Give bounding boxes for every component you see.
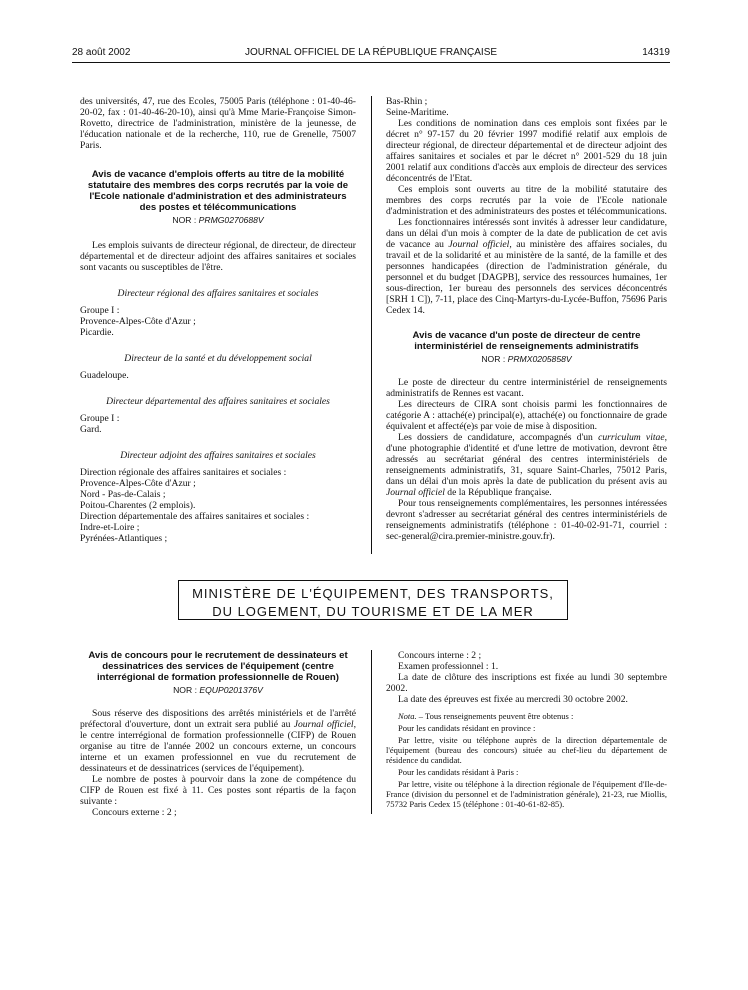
list-line: Bas-Rhin ; [386,96,428,107]
paragraph-reserve: Sous réserve des dispositions des arrêtés ministériels et de l'arrêté préfectoral d'ouverture, dont un extrait sera publié au Journal officiel, le centre interrégional de formation professionnelle (CIFP) de Rouen organise au titre de l'année 2002 un concours externe, un concours interne et un examen professionnel en vue du recrutement de dessinateurs et de dessinatrices (services de l'équipement). [80,708,357,774]
list-line: Seine-Maritime. [386,107,449,118]
bottom-right-column [386,650,667,809]
bottom-left-column [80,650,356,818]
section-heading: Directeur départemental des affaires sanitaires et sociales [106,396,330,407]
nor-reference-2: NOR : PRMX0205858V [481,354,572,364]
ministry-line-2: DU LOGEMENT, DU TOURISME ET DE LA MER [212,604,534,619]
paragraph-postes: Le nombre de postes à pourvoir dans la zone de compétence du CIFP de Rouen est fixé à 11. Ces postes sont répartis de la façon suivante : [80,774,356,807]
nota-paris-text: Par lettre, visite ou téléphone à la direction régionale de l'équipement d'Ile-de-France (division du personnel et de l'administration générale), 21-23, rue Miollis, 75732 Paris Cedex 15 (téléphone : 01-40-61-82-85). [386,779,667,809]
list-line: Direction régionale des affaires sanitaires et sociales : [80,467,287,478]
header-date: 28 août 2002 [72,47,131,58]
section-heading: Directeur adjoint des affaires sanitaires et sociales [120,450,316,461]
notice-title-mobilite: Avis de vacance d'emplois offerts au titre de la mobilité statutaire des membres des corps recrutés par la voie de l'Ecole nationale d'administration et des administrateurs des postes et télécommunications [87,169,349,213]
header-journal-title: JOURNAL OFFICIEL DE LA RÉPUBLIQUE FRANÇAISE [244,47,498,58]
section-heading: Directeur de la santé et du développement social [124,353,312,364]
header-page-number: 14319 [642,47,670,58]
paragraph-dossiers: Les dossiers de candidature, accompagnés d'un curriculum vitae, d'une photographie d'identité et d'une lettre de motivation, devront être adressés au secrétariat général des centres interministériels de renseignements administratifs, 31, square Saint-Charles, 75012 Paris, dans un délai d'un mois après la date de publication du présent avis au Journal officiel de la République française. [386,432,667,498]
nota-line: Nota. – Tous renseignements peuvent être obtenus : [398,711,574,721]
paragraph-renseignements: Pour tous renseignements complémentaires, les personnes intéressées devront s'adresser au secrétariat général des centres interministériels de renseignements administratifs (téléphone : 01-40-02-91-71, courriel : sec-general@cira.premier-ministre.gouv.fr). [386,498,667,542]
notice-title-concours: Avis de concours pour le recrutement de dessinateurs et dessinatrices des services de l'équipement (centre interrégional de formation professionnelle de Rouen) [88,650,348,683]
list-line: Examen professionnel : 1. [398,661,499,672]
list-line: Pyrénées-Atlantiques ; [80,533,168,544]
paragraph-conditions: Les conditions de nomination dans ces emplois sont fixées par le décret n° 97-157 du 20 février 1997 modifié relatif aux emplois de directeur régional, de directeur départemental et de directeur adjoint des affaires sanitaires et sociales et par le décret n° 2001-529 du 18 juin 2001 relatif aux conditions d'accès aux emplois de directeur des services déconcentrés de l'Etat. [386,118,667,184]
top-left-column [80,96,356,544]
list-line: Provence-Alpes-Côte d'Azur ; [80,316,196,327]
list-line: Provence-Alpes-Côte d'Azur ; [80,478,196,489]
paragraph-epreuves: La date des épreuves est fixée au mercredi 30 octobre 2002. [398,694,628,705]
paragraph-directeurs: Les directeurs de CIRA sont choisis parmi les fonctionnaires de catégorie A : attaché(e) principal(e), attaché(e) ou fonctionnaire de grade équivalent et affecté(e)s par voie de mise à disposition. [386,399,667,432]
page-header [72,47,670,61]
list-line: Direction départementale des affaires sanitaires et sociales : [80,511,310,522]
list-line: Picardie. [80,327,114,338]
list-line: Poitou-Charentes (2 emplois). [80,500,196,511]
list-line: Indre-et-Loire ; [80,522,140,533]
list-line: Groupe I : [80,305,120,316]
notice-title-cira: Avis de vacance d'un poste de directeur de centre interministériel de renseignements administratifs [412,330,641,352]
header-rule [72,62,670,63]
nor-reference-1: NOR : PRMG0270688V [172,215,264,225]
paragraph-poste: Le poste de directeur du centre interministériel de renseignements administratifs de Rennes est vacant. [386,377,667,399]
nor-reference-3: NOR : EQUP0201376V [173,685,263,695]
ministry-heading-box [178,580,568,620]
top-right-column [386,96,667,542]
list-line: Concours externe : 2 ; [92,807,177,818]
paragraph-candidature: Les fonctionnaires intéressés sont invités à adresser leur candidature, dans un délai d'un mois à compter de la date de publication de cet avis de vacance au Journal officiel, au ministère des affaires sociales, du travail et de la solidarité et au ministère de la santé, de la famille et des personnes handicapées (direction de l'administration générale, du personnel et du budget [DAGPB], service des ressources humaines, 1er sous-direction, 1er bureau des personnels des services déconcentrés [SRH 1 C]), 7-11, place des Cinq-Martyrs-du-Lycée-Buffon, 75696 Paris Cedex 14. [386,217,667,316]
paragraph-mobilite: Ces emplois sont ouverts au titre de la mobilité statutaire des membres des corps recrutés par la voie de l'Ecole nationale d'administration et des administrateurs des postes et télécommunications. [386,184,667,217]
ministry-line-1: MINISTÈRE DE L'ÉQUIPEMENT, DES TRANSPORTS, [192,586,554,601]
nota-paris-heading: Pour les candidats résidant à Paris : [398,767,519,777]
column-divider-bottom [371,650,372,814]
paragraph-cloture: La date de clôture des inscriptions est fixée au lundi 30 septembre 2002. [386,672,667,694]
list-line: Nord - Pas-de-Calais ; [80,489,166,500]
continuation-paragraph: des universités, 47, rue des Ecoles, 75005 Paris (téléphone : 01-40-46-20-02, fax : 01-40-46-20-10), ainsi qu'à Mme Marie-Françoise Simon-Rovetto, directrice de l'administration, ministère de la jeunesse, de l'éducation nationale et de la recherche, 110, rue de Grenelle, 75007 Paris. [80,96,356,151]
list-line: Concours interne : 2 ; [398,650,482,661]
section-heading: Directeur régional des affaires sanitaires et sociales [117,288,319,299]
nota-province-text: Par lettre, visite ou téléphone auprès de la direction départementale de l'équipement (bureau des concours) située au chef-lieu du département de résidence du candidat. [386,735,667,765]
nota-province-heading: Pour les candidats résidant en province : [398,723,536,733]
column-divider-top [371,96,372,554]
intro-paragraph: Les emplois suivants de directeur régional, de directeur, de directeur départemental et de directeur adjoint des affaires sanitaires et sociales sont vacants ou susceptibles de l'être. [80,240,356,273]
list-line: Guadeloupe. [80,370,129,381]
list-line: Gard. [80,424,102,435]
list-line: Groupe I : [80,413,120,424]
